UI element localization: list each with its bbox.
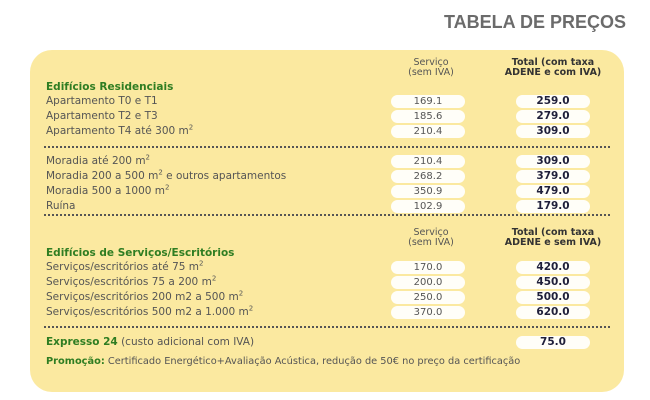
total-price: 620.0 bbox=[516, 306, 590, 319]
table-row bbox=[46, 261, 624, 275]
service-col-header-line: (sem IVA) bbox=[408, 237, 454, 248]
total-price: 500.0 bbox=[516, 291, 590, 304]
total-price: 379.0 bbox=[516, 170, 590, 183]
service-price: 210.4 bbox=[391, 125, 465, 138]
table-row bbox=[46, 110, 624, 124]
page-title: TABELA DE PREÇOS bbox=[443, 12, 626, 32]
total-price: 420.0 bbox=[516, 261, 590, 274]
service-col-header-2 bbox=[386, 228, 476, 248]
row-label bbox=[46, 125, 193, 137]
table-row bbox=[46, 155, 624, 169]
service-price: 170.0 bbox=[391, 261, 465, 274]
row-label-text: Moradia 500 a 1000 m bbox=[46, 185, 166, 197]
row-label bbox=[46, 110, 158, 122]
row-label-text: Moradia até 200 m bbox=[46, 155, 146, 167]
row-label bbox=[46, 95, 158, 107]
unit-superscript: 2 bbox=[165, 183, 170, 192]
unit-superscript: 2 bbox=[199, 259, 204, 268]
service-price: 169.1 bbox=[391, 95, 465, 108]
row-label-text: Ruína bbox=[46, 200, 76, 212]
table-row bbox=[46, 276, 624, 290]
table-row bbox=[46, 185, 624, 199]
row-label-suffix: e outros apartamentos bbox=[162, 170, 287, 182]
table-row bbox=[46, 125, 624, 139]
row-label bbox=[46, 185, 170, 197]
expresso-name: Expresso 24 bbox=[46, 336, 118, 348]
section-title-services: Edifícios de Serviços/Escritórios bbox=[46, 247, 235, 259]
total-col-header-line: Total (com taxa bbox=[511, 227, 595, 238]
total-price: 450.0 bbox=[516, 276, 590, 289]
row-label bbox=[46, 261, 203, 273]
expresso-total: 75.0 bbox=[516, 336, 590, 349]
row-label-text: Moradia 200 a 500 m bbox=[46, 170, 159, 182]
table-row bbox=[46, 95, 624, 109]
promo-text bbox=[46, 356, 520, 367]
table-row bbox=[46, 306, 624, 320]
total-price: 279.0 bbox=[516, 110, 590, 123]
service-col-header-line: Serviço bbox=[413, 57, 449, 68]
row-label-text: Apartamento T2 e T3 bbox=[46, 110, 158, 122]
table-row bbox=[46, 200, 624, 214]
total-price: 309.0 bbox=[516, 125, 590, 138]
total-price: 179.0 bbox=[516, 200, 590, 213]
service-price: 350.9 bbox=[391, 185, 465, 198]
expresso-row bbox=[46, 336, 624, 350]
service-price: 185.6 bbox=[391, 110, 465, 123]
price-table-card bbox=[30, 50, 624, 392]
row-label bbox=[46, 291, 243, 303]
service-col-header-line: Serviço bbox=[413, 227, 449, 238]
service-col-header-line: (sem IVA) bbox=[408, 67, 454, 78]
total-price: 479.0 bbox=[516, 185, 590, 198]
service-price: 210.4 bbox=[391, 155, 465, 168]
service-price: 268.2 bbox=[391, 170, 465, 183]
row-label-text: Apartamento T0 e T1 bbox=[46, 95, 158, 107]
promo-label: Promoção: bbox=[46, 356, 105, 367]
service-price: 200.0 bbox=[391, 276, 465, 289]
total-price: 259.0 bbox=[516, 95, 590, 108]
unit-superscript: 2 bbox=[188, 123, 194, 132]
row-label bbox=[46, 170, 286, 182]
unit-superscript: 2 bbox=[238, 289, 244, 298]
total-col-header-line: Total (com taxa bbox=[511, 57, 595, 68]
unit-superscript: 2 bbox=[248, 304, 254, 313]
unit-superscript: 2 bbox=[211, 274, 217, 283]
row-label-text: Apartamento T4 até 300 m bbox=[46, 125, 189, 137]
section-divider bbox=[44, 326, 610, 328]
row-label bbox=[46, 306, 253, 318]
total-col-header-2 bbox=[490, 228, 616, 248]
unit-superscript: 2 bbox=[145, 153, 151, 162]
section-divider bbox=[44, 146, 610, 148]
service-price: 250.0 bbox=[391, 291, 465, 304]
promo-body: Certificado Energético+Avaliação Acústica, redução de 50€ no preço da certificação bbox=[104, 356, 521, 367]
table-row bbox=[46, 170, 624, 184]
row-label bbox=[46, 155, 150, 167]
total-price: 309.0 bbox=[516, 155, 590, 168]
total-col-header-line: ADENE e sem IVA) bbox=[504, 237, 602, 248]
service-price: 102.9 bbox=[391, 200, 465, 213]
total-col-header-1 bbox=[490, 58, 616, 78]
row-label bbox=[46, 276, 216, 288]
service-col-header-1 bbox=[386, 58, 476, 78]
row-label bbox=[46, 200, 76, 212]
section-title-residential: Edifícios Residenciais bbox=[46, 81, 174, 93]
service-price: 370.0 bbox=[391, 306, 465, 319]
expresso-note: (custo adicional com IVA) bbox=[117, 336, 255, 348]
total-col-header-line: ADENE e com IVA) bbox=[504, 67, 602, 78]
unit-superscript: 2 bbox=[158, 168, 163, 177]
row-label-text: Serviços/escritórios até 75 m bbox=[46, 261, 199, 273]
row-label-text: Serviços/escritórios 500 m2 a 1.000 m bbox=[46, 306, 249, 318]
row-label-text: Serviços/escritórios 200 m2 a 500 m bbox=[46, 291, 239, 303]
section-divider bbox=[44, 214, 610, 216]
table-row bbox=[46, 291, 624, 305]
row-label-text: Serviços/escritórios 75 a 200 m bbox=[46, 276, 212, 288]
